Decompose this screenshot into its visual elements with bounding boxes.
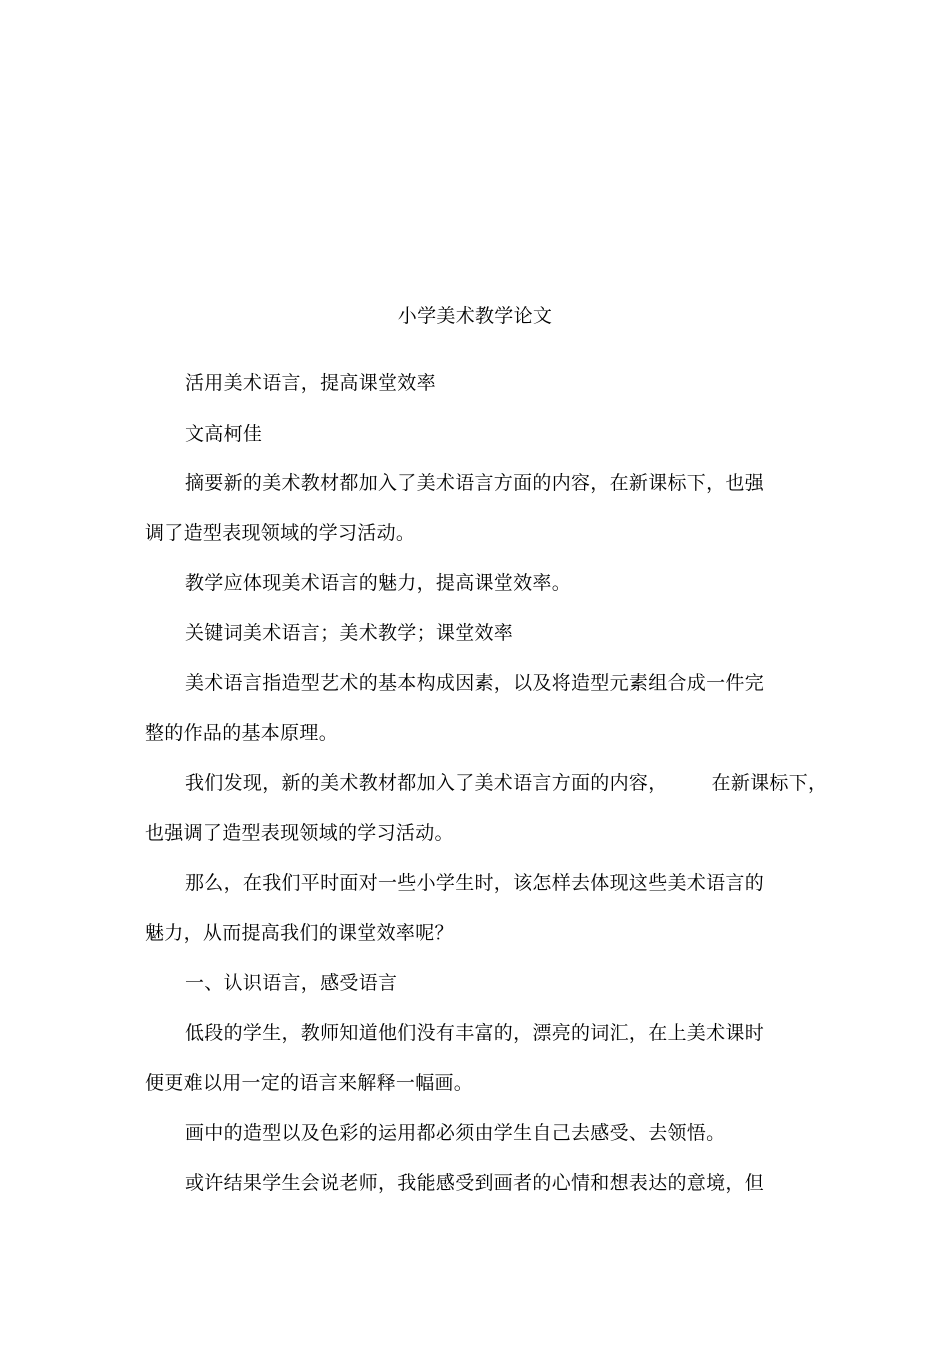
- finding-line-1-part-1: 我们发现，新的美术教材都加入了美术语言方面的内容，: [185, 772, 668, 794]
- question-line-2: 魅力，从而提高我们的课堂效率呢？: [145, 922, 454, 944]
- finding-line-1-part-2: 在新课标下，: [711, 772, 828, 794]
- section-heading-1: 一、认识语言，感受语言: [185, 972, 398, 994]
- finding-line-2: 也强调了造型表现领域的学习活动。: [145, 822, 454, 844]
- question-line-1: 那么，在我们平时面对一些小学生时，该怎样去体现这些美术语言的: [185, 872, 765, 894]
- maybe-line-1: 或许结果学生会说老师，我能感受到画者的心情和想表达的意境，但: [185, 1172, 765, 1194]
- abstract-line-2: 调了造型表现领域的学习活动。: [145, 522, 416, 544]
- low-grade-line-2: 便更难以用一定的语言来解释一幅画。: [145, 1072, 474, 1094]
- painting-paragraph: 画中的造型以及色彩的运用都必须由学生自己去感受、去领悟。: [185, 1122, 726, 1144]
- document-subtitle: 活用美术语言，提高课堂效率: [185, 372, 436, 394]
- definition-line-2: 整的作品的基本原理。: [145, 722, 339, 744]
- finding-line-1: [185, 771, 827, 795]
- author-line: 文高柯佳: [185, 423, 263, 445]
- definition-line-1: 美术语言指造型艺术的基本构成因素，以及将造型元素组合成一件完: [185, 672, 765, 694]
- document-title: 小学美术教学论文: [397, 305, 553, 327]
- paragraph-teaching: 教学应体现美术语言的魅力，提高课堂效率。: [185, 572, 572, 594]
- low-grade-line-1: 低段的学生，教师知道他们没有丰富的，漂亮的词汇，在上美术课时: [185, 1022, 765, 1044]
- abstract-line-1: 摘要新的美术教材都加入了美术语言方面的内容，在新课标下，也强: [185, 472, 765, 494]
- keywords-line: 关键词美术语言；美术教学；课堂效率: [185, 622, 514, 644]
